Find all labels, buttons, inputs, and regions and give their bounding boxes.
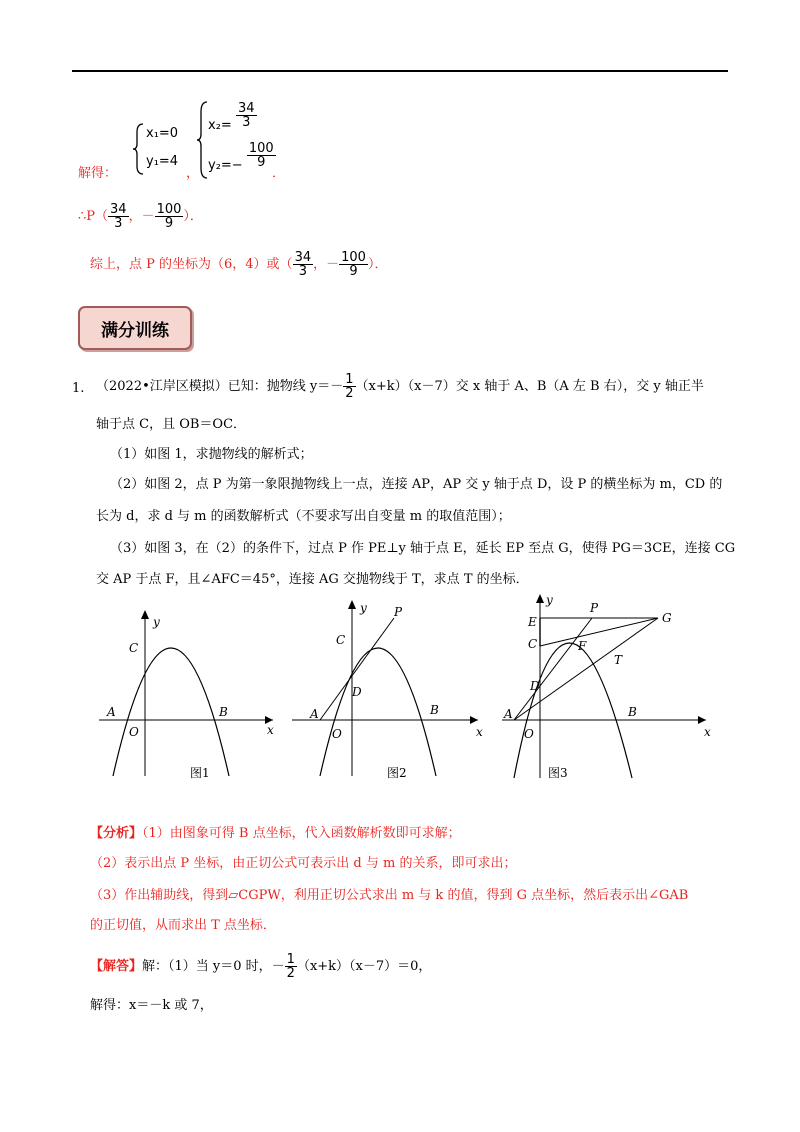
question-2-line-2: 长为 d，求 d 与 m 的函数解析式（不要求写出自变量 m 的取值范围）；: [96, 509, 511, 524]
coefficient-fraction: $\frac{1}{2}$: [345, 372, 354, 401]
solution-jiede: 解得：: [78, 166, 118, 181]
label-d: D: [530, 679, 540, 693]
sys-period: ．: [272, 166, 286, 181]
sys1-eq2: y₁=4: [146, 154, 179, 169]
top-rule: [72, 70, 728, 72]
label-c: C: [528, 637, 538, 651]
question-3-line-2: 交 AP 于点 F，且∠AFC＝45°，连接 AG 交抛物线于 T，求点 T 的坐标．: [96, 572, 529, 587]
label-a: A: [107, 705, 116, 719]
sys2-eq1-fraction: $\frac{34}{3}$: [237, 101, 255, 130]
answer-fraction: $\frac{1}{2}$: [286, 952, 295, 981]
question-1: （1）如图 1，求抛物线的解析式；: [110, 447, 313, 462]
label-p: P: [590, 601, 599, 615]
y-axis-arrow-icon: [141, 610, 149, 619]
figure-3: [500, 590, 718, 782]
question-2-line-1: （2）如图 2，点 P 为第一象限抛物线上一点，连接 AP，AP 交 y 轴于点 D，设 P 的横坐标为 m，CD 的: [110, 477, 723, 492]
summary-y-fraction: $\frac{100}{9}$: [341, 250, 366, 279]
problem-intro-2: 轴于点 C，且 OB＝OC．: [96, 417, 247, 432]
left-brace-icon: [132, 122, 146, 176]
sys1-eq1: x₁=0: [146, 126, 179, 141]
line-cg: [540, 618, 658, 646]
figure-1-caption: 图1: [190, 766, 210, 780]
x-axis-arrow-icon: [470, 716, 478, 724]
summary-line: 综上，点 P 的坐标为（6，4）或（ $\frac{34}{3}$ ，－ $\frac{100}{9}$ ）．: [90, 250, 388, 279]
analysis-line-4: 的正切值，从而求出 T 点坐标．: [90, 918, 276, 933]
answer-line-1: 【解答】解：（1）当 y＝0 时，－ $\frac{1}{2}$ （x+k）（x－7）＝0，: [90, 952, 432, 981]
analysis-line-2: （2）表示出点 P 坐标，由正切公式可表示出 d 与 m 的关系，即可求出；: [90, 856, 517, 871]
label-x: x: [267, 723, 274, 737]
label-o: O: [332, 727, 342, 741]
line-ap: [320, 618, 394, 720]
line-ap: [514, 618, 592, 720]
parabola: [320, 648, 436, 776]
answer-tag: 【解答】: [90, 959, 143, 974]
label-b: B: [219, 705, 228, 719]
x-axis-arrow-icon: [698, 716, 706, 724]
sys2-eq1-lhs: x₂=: [208, 118, 232, 133]
therefore-line: ∴P（ $\frac{34}{3}$ ，－ $\frac{100}{9}$ ）．: [78, 202, 203, 231]
label-y: y: [546, 593, 553, 607]
figure-2: [290, 596, 490, 782]
section-badge: 满分训练: [78, 306, 192, 350]
label-a: A: [310, 707, 319, 721]
question-3-line-1: （3）如图 3，在（2）的条件下，过点 P 作 PE⊥y 轴于点 E，延长 EP 至点 G，使得 PG＝3CE，连接 CG: [110, 541, 736, 556]
label-a: A: [504, 707, 513, 721]
sys-separator: ，: [186, 166, 200, 181]
analysis-line-3: （3）作出辅助线，得到▱CGPW，利用正切公式求出 m 与 k 的值，得到 G 点坐标，然后表示出∠GAB: [90, 888, 689, 903]
sys2-eq2-fraction: $\frac{100}{9}$: [248, 141, 274, 170]
label-x: x: [704, 725, 711, 739]
label-g: G: [662, 611, 672, 625]
label-o: O: [129, 725, 139, 739]
problem-number: 1.: [72, 381, 85, 396]
label-c: C: [336, 633, 346, 647]
figure-1: [95, 600, 285, 782]
parabola: [113, 648, 229, 776]
label-x: x: [476, 725, 483, 739]
analysis-line-1: 【分析】（1）由图象可得 B 点坐标，代入函数解析数即可求解；: [90, 826, 461, 841]
label-p: P: [394, 605, 403, 619]
label-t: T: [614, 653, 623, 667]
label-f: F: [578, 639, 587, 653]
label-b: B: [628, 705, 637, 719]
label-y: y: [360, 601, 367, 615]
label-b: B: [430, 703, 439, 717]
y-axis-arrow-icon: [348, 600, 356, 609]
figure-2-caption: 图2: [387, 766, 407, 780]
analysis-tag: 【分析】: [90, 826, 143, 841]
answer-line-2: 解得：x＝－k 或 7，: [90, 998, 213, 1013]
summary-x-fraction: $\frac{34}{3}$: [294, 250, 312, 279]
p-y-fraction: $\frac{100}{9}$: [156, 202, 182, 231]
figure-3-caption: 图3: [548, 766, 568, 780]
label-d: D: [352, 685, 362, 699]
label-e: E: [528, 615, 537, 629]
sys2-eq2-lhs: y₂=−: [208, 158, 243, 173]
label-c: C: [129, 641, 139, 655]
y-axis-arrow-icon: [536, 594, 544, 603]
problem-intro: （2022•江岸区模拟）已知：抛物线 y＝－ $\frac{1}{2}$ （x+k）（x－7）交 x 轴于 A、B（A 左 B 右），交 y 轴正半: [96, 372, 704, 401]
label-y: y: [153, 615, 160, 629]
label-o: O: [524, 727, 534, 741]
p-x-fraction: $\frac{34}{3}$: [110, 202, 127, 231]
